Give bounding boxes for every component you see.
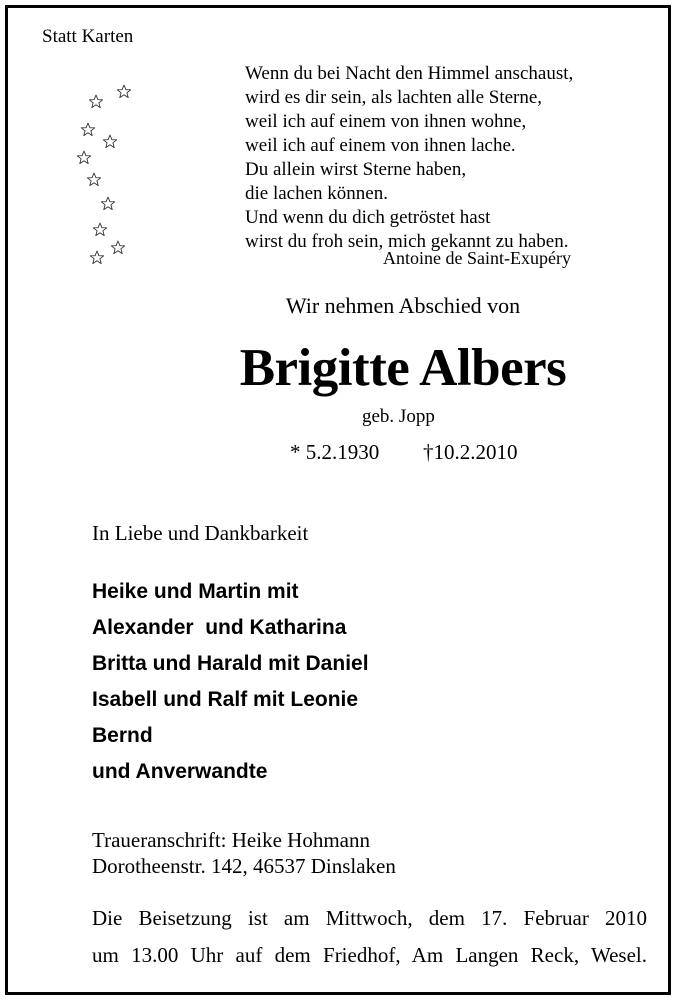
mourners-list	[92, 574, 369, 790]
star-decoration	[70, 80, 140, 270]
star-icon	[81, 123, 94, 136]
poem-line: weil ich auf einem von ihnen lache.	[245, 135, 516, 156]
poem-author: Antoine de Saint-Exupéry	[383, 248, 571, 268]
poem-line: Und wenn du dich getröstet hast	[245, 207, 491, 228]
star-icon	[87, 173, 100, 186]
poem-line: wirst du froh sein, mich gekannt zu haben.	[245, 231, 569, 252]
star-icon	[111, 241, 124, 254]
star-icon	[101, 197, 114, 210]
poem-line: Du allein wirst Sterne haben,	[245, 159, 467, 180]
mourner-entry: Alexander und Katharina	[92, 616, 347, 639]
poem	[245, 62, 573, 254]
poem-line: weil ich auf einem von ihnen wohne,	[245, 111, 527, 132]
funeral-line: Die Beisetzung ist am Mittwoch, dem 17. Februar 2010	[92, 906, 647, 930]
mourner-entry: Heike und Martin mit	[92, 580, 299, 603]
mourner-entry: Britta und Harald mit Daniel	[92, 652, 369, 675]
deceased-name: Brigitte Albers	[239, 339, 567, 397]
mourning-address	[92, 827, 396, 879]
poem-line: wird es dir sein, als lachten alle Sterne,	[245, 87, 543, 108]
star-icon	[89, 95, 102, 108]
farewell-intro: Wir nehmen Abschied von	[285, 293, 521, 318]
star-icon	[90, 251, 103, 264]
star-icon	[103, 135, 116, 148]
poem-line: Wenn du bei Nacht den Himmel anschaust,	[245, 63, 574, 84]
funeral-line: um 13.00 Uhr auf dem Friedhof, Am Langen Reck, Wesel.	[92, 943, 647, 967]
mourners-intro: In Liebe und Dankbarkeit	[92, 521, 309, 545]
birth-date: * 5.2.1930	[290, 440, 380, 464]
mourner-entry: Isabell und Ralf mit Leonie	[92, 688, 359, 711]
address-line: Dorotheenstr. 142, 46537 Dinslaken	[92, 854, 396, 878]
death-date: †10.2.2010	[423, 440, 518, 464]
star-icon	[77, 151, 90, 164]
address-line: Traueranschrift: Heike Hohmann	[92, 828, 370, 852]
star-icon	[93, 223, 106, 236]
funeral-info	[92, 900, 647, 974]
star-icon	[117, 85, 130, 98]
maiden-name: geb. Jopp	[362, 406, 435, 427]
header-statt-karten: Statt Karten	[42, 26, 134, 47]
mourner-entry: und Anverwandte	[92, 760, 268, 783]
mourner-entry: Bernd	[92, 724, 153, 747]
poem-line: die lachen können.	[245, 183, 388, 204]
